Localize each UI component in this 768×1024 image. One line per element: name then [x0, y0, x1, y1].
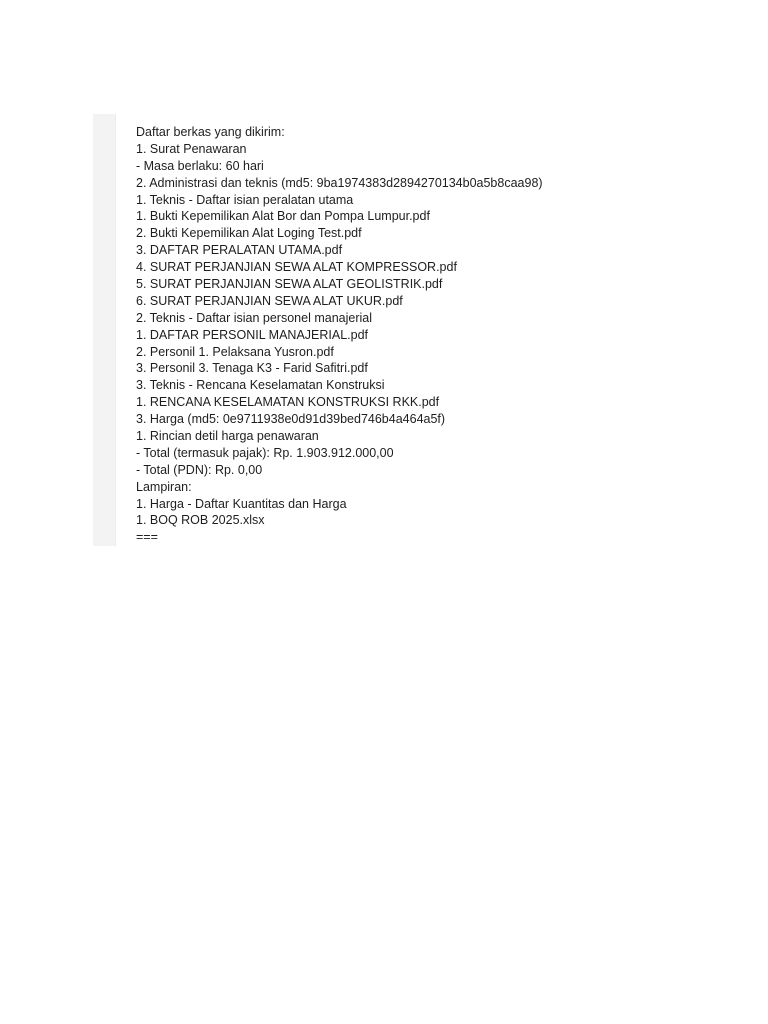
doc-total-line: - Total (termasuk pajak): Rp. 1.903.912.000,00	[136, 445, 394, 460]
doc-file-line: 2. Personil 1. Pelaksana Yusron.pdf	[136, 344, 334, 359]
doc-line: 1. Surat Penawaran	[136, 141, 247, 156]
doc-file-line: 6. SURAT PERJANJIAN SEWA ALAT UKUR.pdf	[136, 293, 403, 308]
doc-line: - Masa berlaku: 60 hari	[136, 158, 264, 173]
doc-file-line: 1. Bukti Kepemilikan Alat Bor dan Pompa Lumpur.pdf	[136, 209, 430, 224]
doc-line: 1. Teknis - Daftar isian peralatan utama	[136, 192, 354, 207]
quote-left-bar	[93, 114, 116, 546]
doc-line: 3. Harga (md5: 0e9711938e0d91d39bed746b4a464a5f)	[136, 412, 446, 427]
doc-attachment-heading: Lampiran:	[136, 479, 192, 494]
doc-line: 1. Rincian detil harga penawaran	[136, 429, 319, 444]
doc-separator: ===	[136, 530, 158, 545]
document-text-block	[136, 124, 736, 546]
doc-file-line: 2. Bukti Kepemilikan Alat Loging Test.pdf	[136, 226, 362, 241]
doc-file-line: 4. SURAT PERJANJIAN SEWA ALAT KOMPRESSOR.pdf	[136, 260, 457, 275]
doc-total-line: - Total (PDN): Rp. 0,00	[136, 462, 263, 477]
doc-line: 3. Teknis - Rencana Keselamatan Konstruksi	[136, 378, 385, 393]
doc-file-line: 1. BOQ ROB 2025.xlsx	[136, 513, 265, 528]
doc-line: 1. Harga - Daftar Kuantitas dan Harga	[136, 496, 347, 511]
doc-line: 2. Administrasi dan teknis (md5: 9ba1974383d2894270134b0a5b8caa98)	[136, 175, 543, 190]
doc-file-line: 3. DAFTAR PERALATAN UTAMA.pdf	[136, 243, 343, 258]
doc-file-line: 1. RENCANA KESELAMATAN KONSTRUKSI RKK.pdf	[136, 395, 440, 410]
doc-file-line: 3. Personil 3. Tenaga K3 - Farid Safitri.pdf	[136, 361, 368, 376]
doc-file-line: 5. SURAT PERJANJIAN SEWA ALAT GEOLISTRIK.pdf	[136, 277, 443, 292]
doc-file-line: 1. DAFTAR PERSONIL MANAJERIAL.pdf	[136, 327, 369, 342]
doc-heading: Daftar berkas yang dikirim:	[136, 125, 285, 139]
doc-line: 2. Teknis - Daftar isian personel manajerial	[136, 310, 372, 325]
